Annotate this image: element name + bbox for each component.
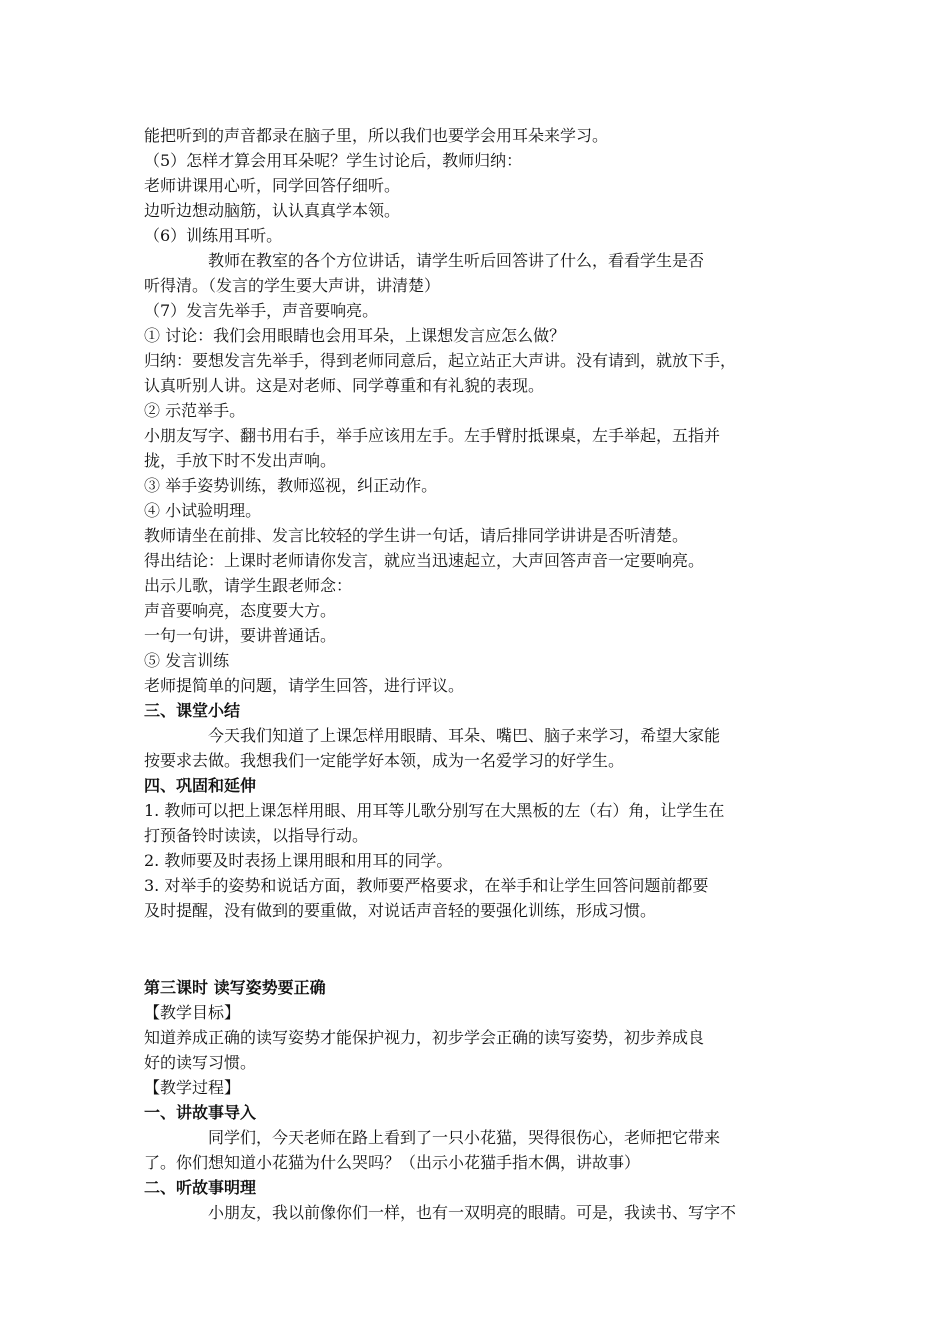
section-heading: 第三课时 读写姿势要正确 xyxy=(144,978,326,997)
text-line: 小朋友写字、翻书用右手，举手应该用左手。左手臂肘抵课桌，左手举起，五指并 xyxy=(144,426,721,445)
text-line: ② 示范举手。 xyxy=(144,401,246,420)
text-line: 拢，手放下时不发出声响。 xyxy=(144,451,337,470)
text-line: 了。你们想知道小花猫为什么哭吗？（出示小花猫手指木偶，讲故事） xyxy=(144,1153,641,1172)
document-body xyxy=(144,123,816,1225)
text-line: 小朋友，我以前像你们一样，也有一双明亮的眼睛。可是，我读书、写字不 xyxy=(208,1203,737,1222)
lesson-three-section xyxy=(144,975,816,1225)
text-line: 能把听到的声音都录在脑子里，所以我们也要学会用耳朵来学习。 xyxy=(144,126,609,145)
text-line: 1. 教师可以把上课怎样用眼、用耳等儿歌分别写在大黑板的左（右）角，让学生在 xyxy=(144,801,725,820)
text-line: （7）发言先举手，声音要响亮。 xyxy=(144,301,379,320)
text-line: 3. 对举手的姿势和说话方面，教师要严格要求，在举手和让学生回答问题前都要 xyxy=(144,876,709,895)
text-line: 一句一句讲，要讲普通话。 xyxy=(144,626,337,645)
text-line: 归纳：要想发言先举手，得到老师同意后，起立站正大声讲。没有请到，就放下手， xyxy=(144,351,737,370)
text-line: 知道养成正确的读写姿势才能保护视力，初步学会正确的读写姿势，初步养成良 xyxy=(144,1028,705,1047)
text-line: 打预备铃时读读，以指导行动。 xyxy=(144,826,369,845)
text-line: 出示儿歌，请学生跟老师念： xyxy=(144,576,353,595)
text-line: 老师讲课用心听，同学回答仔细听。 xyxy=(144,176,401,195)
text-line: 听得清。（发言的学生要大声讲，讲清楚） xyxy=(144,276,441,295)
text-line: ① 讨论：我们会用眼睛也会用耳朵，上课想发言应怎么做？ xyxy=(144,326,566,345)
text-line: ④ 小试验明理。 xyxy=(144,501,262,520)
text-line: 老师提简单的问题，请学生回答，进行评议。 xyxy=(144,676,465,695)
text-line: ③ 举手姿势训练，教师巡视，纠正动作。 xyxy=(144,476,438,495)
text-line: 及时提醒，没有做到的要重做，对说话声音轻的要强化训练，形成习惯。 xyxy=(144,901,657,920)
text-line: 【教学目标】 xyxy=(144,1003,241,1022)
text-line: ⑤ 发言训练 xyxy=(144,651,230,670)
text-line: 【教学过程】 xyxy=(144,1078,241,1097)
section-heading: 一、讲故事导入 xyxy=(144,1103,257,1122)
text-line: （6）训练用耳听。 xyxy=(144,226,283,245)
text-line: 教师请坐在前排、发言比较轻的学生讲一句话，请后排同学讲讲是否听清楚。 xyxy=(144,526,689,545)
text-line: 声音要响亮，态度要大方。 xyxy=(144,601,337,620)
text-line: 2. 教师要及时表扬上课用眼和用耳的同学。 xyxy=(144,851,453,870)
section-heading: 三、课堂小结 xyxy=(144,701,241,720)
text-line: 边听边想动脑筋，认认真真学本领。 xyxy=(144,201,401,220)
section-gap xyxy=(144,923,816,975)
lesson-two-continued xyxy=(144,123,816,923)
text-line: 认真听别人讲。这是对老师、同学尊重和有礼貌的表现。 xyxy=(144,376,545,395)
section-heading: 四、巩固和延伸 xyxy=(144,776,257,795)
section-heading: 二、听故事明理 xyxy=(144,1178,257,1197)
text-line: 好的读写习惯。 xyxy=(144,1053,257,1072)
text-line: 今天我们知道了上课怎样用眼睛、耳朵、嘴巴、脑子来学习，希望大家能 xyxy=(208,726,721,745)
text-line: 教师在教室的各个方位讲话，请学生听后回答讲了什么，看看学生是否 xyxy=(208,251,705,270)
text-line: 同学们，今天老师在路上看到了一只小花猫，哭得很伤心，老师把它带来 xyxy=(208,1128,721,1147)
text-line: 得出结论：上课时老师请你发言，就应当迅速起立，大声回答声音一定要响亮。 xyxy=(144,551,705,570)
text-line: 按要求去做。我想我们一定能学好本领，成为一名爱学习的好学生。 xyxy=(144,751,625,770)
text-line: （5）怎样才算会用耳朵呢？学生讨论后，教师归纳： xyxy=(144,151,523,170)
